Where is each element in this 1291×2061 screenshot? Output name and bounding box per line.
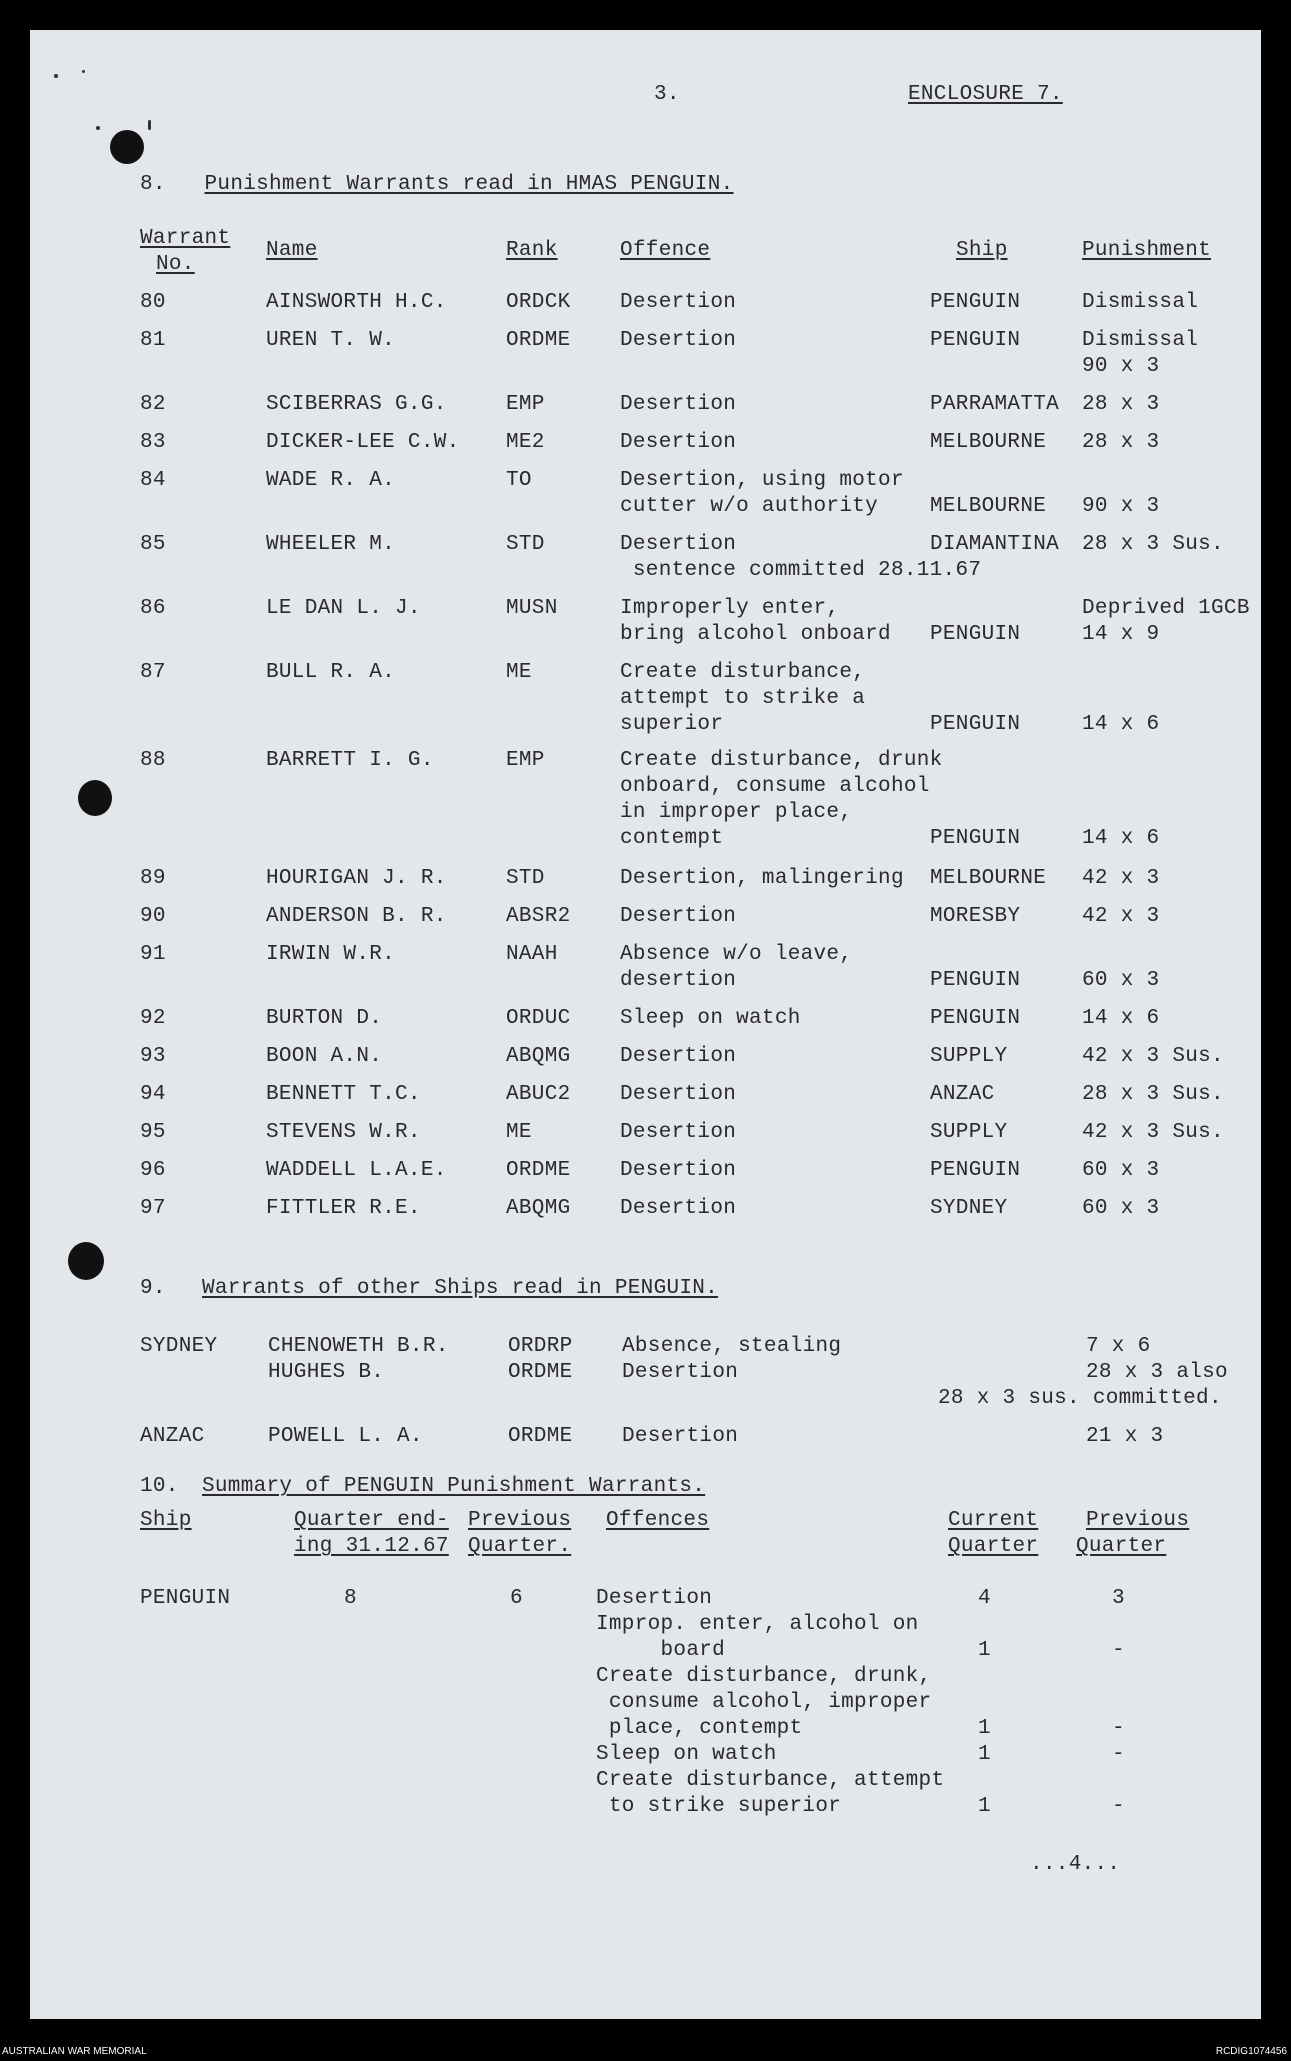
offence-text: Desertion, using motor — [620, 469, 904, 492]
warrant-number: 96 — [140, 1159, 166, 1182]
sailor-rank: ORDUC — [506, 1007, 571, 1030]
punishment-text: 28 x 3 sus. committed. — [938, 1387, 1222, 1410]
header-previous-quarter: Previous — [468, 1509, 572, 1532]
ship-name: MELBOURNE — [930, 495, 1047, 518]
warrant-number: 85 — [140, 533, 166, 556]
sailor-rank: ORDCK — [506, 291, 571, 314]
header-offences: Offences — [606, 1509, 710, 1532]
summary-offence-text: place, contempt — [596, 1717, 803, 1740]
sailor-rank: ORDME — [506, 329, 571, 352]
punishment-text: 21 x 3 — [1086, 1425, 1164, 1448]
offence-text: in improper place, — [620, 801, 853, 824]
sailor-name: FITTLER R.E. — [266, 1197, 421, 1220]
warrant-number: 95 — [140, 1121, 166, 1144]
header-previous-quarter-2-label: Quarter — [1076, 1535, 1167, 1558]
header-previous-quarter-label: Quarter. — [468, 1535, 572, 1558]
header-ship: Ship — [140, 1509, 192, 1532]
sailor-name: WHEELER M. — [266, 533, 396, 556]
summary-current-count: 1 — [978, 1795, 991, 1818]
paper-speck — [148, 120, 151, 130]
paper-speck — [82, 70, 85, 73]
sailor-rank: ORDRP — [508, 1335, 573, 1358]
section8-title: 8. Punishment Warrants read in HMAS PENGUIN. — [140, 173, 734, 196]
punishment-text: 14 x 6 — [1082, 1007, 1160, 1030]
sailor-rank: MUSN — [506, 597, 558, 620]
continuation-marker: ...4... — [1030, 1853, 1121, 1876]
offence-text: Desertion — [620, 1197, 737, 1220]
punch-hole — [68, 1242, 104, 1280]
offence-text: Sleep on watch — [620, 1007, 801, 1030]
enclosure-label: ENCLOSURE 7. — [908, 83, 1063, 106]
offence-text: bring alcohol onboard — [620, 623, 891, 646]
sailor-rank: ME2 — [506, 431, 545, 454]
header-warrant: Warrant — [140, 227, 231, 250]
offence-text: Desertion — [620, 291, 737, 314]
section10-title: Summary of PENGUIN Punishment Warrants. — [202, 1475, 706, 1498]
header-quarter-ending-date: ing 31.12.67 — [294, 1535, 449, 1558]
punishment-text: Dismissal — [1082, 329, 1199, 352]
ship-name: SUPPLY — [930, 1045, 1008, 1068]
punishment-text: 28 x 3 — [1082, 393, 1160, 416]
offence-text: Desertion — [620, 1083, 737, 1106]
punishment-text: 28 x 3 also — [1086, 1361, 1228, 1384]
summary-offence-text: to strike superior — [596, 1795, 842, 1818]
offence-text: Desertion — [620, 1121, 737, 1144]
punishment-text: 90 x 3 — [1082, 495, 1160, 518]
punishment-text: 28 x 3 Sus. — [1082, 533, 1224, 556]
section8-title-text: Punishment Warrants read in HMAS PENGUIN. — [204, 173, 734, 196]
summary-offence-text: Sleep on watch — [596, 1743, 777, 1766]
summary-offence-text: Desertion — [596, 1587, 713, 1610]
sailor-name: DICKER-LEE C.W. — [266, 431, 460, 454]
warrant-number: 91 — [140, 943, 166, 966]
sailor-name: WADDELL L.A.E. — [266, 1159, 447, 1182]
document-page — [30, 30, 1261, 2019]
header-current-quarter: Current — [948, 1509, 1039, 1532]
sailor-name: BULL R. A. — [266, 661, 396, 684]
sailor-rank: ABQMG — [506, 1045, 571, 1068]
ship-name: PENGUIN — [930, 329, 1021, 352]
ship-name: ANZAC — [930, 1083, 995, 1106]
summary-quarter-total: 8 — [344, 1587, 357, 1610]
sailor-name: IRWIN W.R. — [266, 943, 396, 966]
header-name: Name — [266, 239, 318, 262]
offence-text: Desertion — [620, 329, 737, 352]
punishment-text: 60 x 3 — [1082, 1197, 1160, 1220]
sailor-name: ANDERSON B. R. — [266, 905, 447, 928]
offence-text: Desertion — [620, 1159, 737, 1182]
footer-archive-name: AUSTRALIAN WAR MEMORIAL — [2, 2046, 147, 2057]
punch-hole — [78, 780, 112, 816]
offence-text: onboard, consume alcohol — [620, 775, 930, 798]
warrant-number: 92 — [140, 1007, 166, 1030]
summary-current-count: 1 — [978, 1639, 991, 1662]
offence-text: desertion — [620, 969, 737, 992]
punishment-text: 42 x 3 — [1082, 905, 1160, 928]
ship-name: SUPPLY — [930, 1121, 1008, 1144]
punishment-text: Dismissal — [1082, 291, 1199, 314]
ship-name: PENGUIN — [930, 1007, 1021, 1030]
sailor-name: AINSWORTH H.C. — [266, 291, 447, 314]
punishment-text: 60 x 3 — [1082, 969, 1160, 992]
header-offence: Offence — [620, 239, 711, 262]
other-ship-name: ANZAC — [140, 1425, 205, 1448]
paper-speck — [54, 74, 58, 78]
section9-number: 9. — [140, 1277, 205, 1300]
ship-name: PENGUIN — [930, 827, 1021, 850]
warrant-number: 90 — [140, 905, 166, 928]
header-ship: Ship — [956, 239, 1008, 262]
sailor-name: WADE R. A. — [266, 469, 396, 492]
ship-name: SYDNEY — [930, 1197, 1008, 1220]
offence-text: contempt — [620, 827, 724, 850]
page-number: 3. — [654, 83, 680, 106]
summary-previous-count: 3 — [1112, 1587, 1125, 1610]
offence-text: Desertion — [622, 1361, 739, 1384]
ship-name: PENGUIN — [930, 291, 1021, 314]
offence-text: Desertion, malingering — [620, 867, 904, 890]
punishment-text: 14 x 9 — [1082, 623, 1160, 646]
header-previous-quarter-2: Previous — [1086, 1509, 1190, 1532]
offence-text: Desertion — [620, 393, 737, 416]
summary-previous-count: - — [1112, 1717, 1125, 1740]
section9-title: Warrants of other Ships read in PENGUIN. — [202, 1277, 719, 1300]
offence-text: Absence, stealing — [622, 1335, 842, 1358]
offence-text: Desertion — [620, 905, 737, 928]
header-current-quarter-label: Quarter — [948, 1535, 1039, 1558]
sailor-rank: ME — [506, 661, 532, 684]
sailor-rank: STD — [506, 867, 545, 890]
ship-name: PARRAMATTA — [930, 393, 1060, 416]
summary-previous-count: - — [1112, 1639, 1125, 1662]
sailor-name: POWELL L. A. — [268, 1425, 423, 1448]
punishment-text: 14 x 6 — [1082, 827, 1160, 850]
section10-number: 10. — [140, 1475, 205, 1498]
summary-offence-text: Create disturbance, drunk, — [596, 1665, 932, 1688]
warrant-number: 93 — [140, 1045, 166, 1068]
offence-text: Improperly enter, — [620, 597, 840, 620]
warrant-number: 84 — [140, 469, 166, 492]
sailor-rank: ABUC2 — [506, 1083, 571, 1106]
summary-current-count: 4 — [978, 1587, 991, 1610]
warrant-number: 88 — [140, 749, 166, 772]
ship-name: PENGUIN — [930, 1159, 1021, 1182]
offence-text: Desertion — [620, 533, 737, 556]
sailor-rank: ME — [506, 1121, 532, 1144]
ship-name: PENGUIN — [930, 713, 1021, 736]
punishment-text: 42 x 3 Sus. — [1082, 1045, 1224, 1068]
header-punishment: Punishment — [1082, 239, 1212, 262]
sailor-name: BENNETT T.C. — [266, 1083, 421, 1106]
sailor-rank: ORDME — [506, 1159, 571, 1182]
sailor-name: HUGHES B. — [268, 1361, 385, 1384]
sailor-rank: NAAH — [506, 943, 558, 966]
summary-offence-text: board — [596, 1639, 726, 1662]
sailor-rank: STD — [506, 533, 545, 556]
punishment-text: 28 x 3 — [1082, 431, 1160, 454]
sailor-rank: ABQMG — [506, 1197, 571, 1220]
offence-text: Desertion — [620, 1045, 737, 1068]
ship-name: PENGUIN — [930, 623, 1021, 646]
warrant-number: 86 — [140, 597, 166, 620]
punishment-text: Deprived 1GCB — [1082, 597, 1250, 620]
punch-hole — [110, 130, 144, 164]
sailor-name: BURTON D. — [266, 1007, 383, 1030]
punishment-text: 28 x 3 Sus. — [1082, 1083, 1224, 1106]
sailor-name: BOON A.N. — [266, 1045, 383, 1068]
header-warrant-no: No. — [156, 253, 195, 276]
summary-offence-text: Create disturbance, attempt — [596, 1769, 945, 1792]
sailor-rank: TO — [506, 469, 532, 492]
warrant-number: 94 — [140, 1083, 166, 1106]
sailor-name: HOURIGAN J. R. — [266, 867, 447, 890]
summary-current-count: 1 — [978, 1717, 991, 1740]
paper-speck — [96, 126, 100, 130]
sailor-rank: EMP — [506, 749, 545, 772]
offence-text: attempt to strike a — [620, 687, 866, 710]
offence-text: cutter w/o authority — [620, 495, 879, 518]
sailor-name: STEVENS W.R. — [266, 1121, 421, 1144]
summary-previous-count: - — [1112, 1795, 1125, 1818]
punishment-text: 42 x 3 Sus. — [1082, 1121, 1224, 1144]
sailor-name: LE DAN L. J. — [266, 597, 421, 620]
warrant-number: 89 — [140, 867, 166, 890]
offence-text: Desertion — [622, 1425, 739, 1448]
warrant-number: 80 — [140, 291, 166, 314]
warrant-number: 81 — [140, 329, 166, 352]
summary-previous-count: - — [1112, 1743, 1125, 1766]
summary-offence-text: Improp. enter, alcohol on — [596, 1613, 919, 1636]
warrant-number: 83 — [140, 431, 166, 454]
sailor-rank: ORDME — [508, 1425, 573, 1448]
warrant-number: 82 — [140, 393, 166, 416]
summary-current-count: 1 — [978, 1743, 991, 1766]
offence-text: Absence w/o leave, — [620, 943, 853, 966]
ship-name: MORESBY — [930, 905, 1021, 928]
offence-text: Create disturbance, — [620, 661, 866, 684]
other-ship-name: SYDNEY — [140, 1335, 218, 1358]
punishment-text: 7 x 6 — [1086, 1335, 1151, 1358]
offence-text: superior — [620, 713, 724, 736]
summary-ship-name: PENGUIN — [140, 1587, 231, 1610]
warrant-number: 87 — [140, 661, 166, 684]
offence-text: Create disturbance, drunk — [620, 749, 943, 772]
sailor-rank: ABSR2 — [506, 905, 571, 928]
ship-name: MELBOURNE — [930, 867, 1047, 890]
punishment-text: 42 x 3 — [1082, 867, 1160, 890]
header-quarter-ending: Quarter end- — [294, 1509, 449, 1532]
header-rank: Rank — [506, 239, 558, 262]
footer-record-id: RCDIG1074456 — [1215, 2046, 1287, 2057]
sailor-name: CHENOWETH B.R. — [268, 1335, 449, 1358]
ship-name: PENGUIN — [930, 969, 1021, 992]
sailor-name: SCIBERRAS G.G. — [266, 393, 447, 416]
offence-text: Desertion — [620, 431, 737, 454]
summary-offence-text: consume alcohol, improper — [596, 1691, 932, 1714]
punishment-text: 60 x 3 — [1082, 1159, 1160, 1182]
sailor-name: UREN T. W. — [266, 329, 396, 352]
sailor-rank: ORDME — [508, 1361, 573, 1384]
warrant-number: 97 — [140, 1197, 166, 1220]
punishment-text: 14 x 6 — [1082, 713, 1160, 736]
sailor-name: BARRETT I. G. — [266, 749, 434, 772]
punishment-text: 90 x 3 — [1082, 355, 1160, 378]
ship-name: MELBOURNE — [930, 431, 1047, 454]
summary-previous-total: 6 — [510, 1587, 523, 1610]
offence-text: sentence committed 28.11.67 — [620, 559, 982, 582]
ship-name: DIAMANTINA — [930, 533, 1060, 556]
sailor-rank: EMP — [506, 393, 545, 416]
